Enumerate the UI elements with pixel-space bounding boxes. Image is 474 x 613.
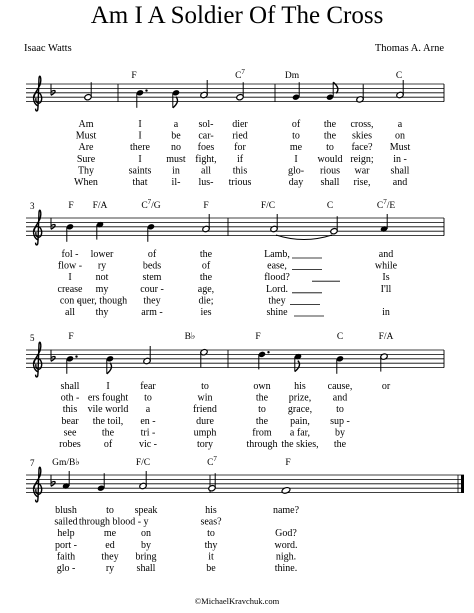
- lyric-syllable: shall: [136, 563, 156, 574]
- note: [396, 80, 404, 99]
- lyric-syllable: the: [323, 119, 337, 130]
- lyric-syllable: of: [291, 119, 301, 130]
- lyric-syllable: ers fought: [87, 392, 129, 404]
- page-title: Am I A Soldier Of The Cross: [90, 2, 384, 29]
- lyric-syllable: I: [138, 130, 142, 142]
- lyric-syllable: oth -: [60, 392, 80, 404]
- chord-symbol: F: [68, 201, 74, 211]
- lyric-syllable: own: [253, 381, 271, 392]
- lyric-syllable: the: [255, 392, 269, 404]
- lyric-syllable: to: [336, 404, 344, 416]
- lyric-syllable: I'll: [380, 283, 392, 295]
- lyric-syllable: fol -: [61, 249, 79, 260]
- chord-symbol: F/C: [135, 458, 151, 468]
- lyric-syllable: the: [199, 272, 213, 284]
- lyric-syllable: his: [294, 381, 306, 392]
- note: [147, 223, 155, 242]
- lyric-syllable: il-: [171, 177, 181, 188]
- lyric-syllable: the skies,: [281, 439, 319, 450]
- lyric-syllable: to: [326, 142, 334, 154]
- lyric-syllable: blush: [55, 505, 77, 516]
- lyric-syllable: there: [130, 142, 150, 154]
- lyric-syllable: cross,: [350, 119, 374, 130]
- lyric-syllable: I: [138, 153, 142, 165]
- lyric-syllable: robes: [59, 439, 81, 450]
- note: [281, 487, 291, 495]
- lyric-syllable: me: [289, 142, 303, 154]
- chord-symbol: F/A: [92, 201, 108, 211]
- lyric-syllable: God?: [275, 528, 297, 540]
- lyric-syllable: Must: [389, 142, 411, 154]
- lyric-syllable: my: [95, 283, 109, 295]
- lyric-syllable: would: [317, 153, 343, 165]
- chord-symbol: $C^7$: [207, 455, 217, 468]
- lyric-syllable: prize,: [288, 392, 312, 404]
- lyric-syllable: the: [101, 427, 115, 439]
- lyric-syllable: trious: [228, 177, 252, 188]
- chord-symbol: $C^7$: [235, 68, 245, 81]
- lyric-syllable: of: [201, 260, 211, 272]
- lyric-syllable: en -: [140, 415, 156, 427]
- note: [380, 214, 388, 233]
- lyric-syllable: they: [101, 551, 119, 563]
- lyric-syllable: by: [141, 539, 151, 551]
- key-signature-flat-icon: [51, 475, 55, 487]
- note: [380, 353, 388, 372]
- note: [326, 82, 338, 101]
- key-signature-flat-icon: [51, 350, 55, 362]
- chord-symbol: F: [131, 71, 137, 81]
- lyric-syllable: through: [246, 439, 278, 450]
- note: [106, 355, 114, 374]
- chord-symbol: F: [285, 458, 291, 468]
- lyric-syllable: lower: [90, 249, 114, 260]
- lyric-syllable: When: [74, 177, 98, 188]
- lyric-syllable: to: [144, 392, 152, 404]
- lyric-syllable: this: [232, 165, 248, 177]
- treble-clef-icon: [34, 342, 42, 377]
- lyric-syllable: seas?: [200, 516, 222, 528]
- lyric-syllable: lus-: [198, 177, 214, 188]
- lyric-syllable: vile world: [87, 404, 129, 416]
- lyric-syllable: saints: [128, 165, 152, 177]
- lyric-syllable: sailed: [54, 516, 78, 528]
- note: [200, 349, 208, 368]
- note-flag: [173, 97, 178, 108]
- note: [143, 346, 151, 365]
- lyric-syllable: and: [378, 249, 394, 260]
- clef-stroke: [34, 76, 42, 111]
- lyric-syllable: the: [255, 415, 269, 427]
- note: [270, 214, 278, 233]
- lyric-syllable: Lord.: [266, 283, 288, 295]
- note: [292, 82, 300, 101]
- lyric-syllable: this: [62, 404, 78, 416]
- lyric-syllable: quer, though: [76, 295, 128, 307]
- lyric-syllable: thy: [95, 307, 109, 318]
- lyric-syllable: die;: [198, 295, 214, 307]
- lyric-syllable: Thy: [77, 165, 95, 177]
- lyric-syllable: I: [294, 153, 298, 165]
- note: [96, 221, 104, 240]
- lyric-syllable: word.: [274, 539, 298, 551]
- lyric-syllable: war: [354, 165, 370, 177]
- lyric-syllable: in -: [393, 153, 407, 165]
- lyric-syllable: bear: [61, 415, 79, 427]
- note-dot: [145, 89, 147, 91]
- lyric-syllable: a: [145, 404, 151, 416]
- chord-symbol: F/A: [378, 332, 394, 342]
- note: [139, 471, 147, 490]
- chord-symbol: C: [336, 332, 344, 342]
- lyric-syllable: while: [374, 260, 398, 272]
- lyric-syllable: dier: [232, 119, 248, 130]
- chord-symbol: F: [203, 201, 209, 211]
- lyric-syllable: sup -: [330, 415, 350, 427]
- lyric-syllable: day: [288, 177, 304, 188]
- lyric-syllable: in: [382, 307, 390, 318]
- lyric-syllable: cour -: [140, 283, 164, 295]
- chord-symbol: C: [326, 201, 334, 211]
- lyric-syllable: the: [323, 130, 337, 142]
- measure-number: 3: [30, 201, 35, 211]
- note: [62, 471, 70, 490]
- key-signature-flat-icon: [51, 84, 55, 96]
- note: [172, 89, 180, 108]
- lyric-syllable: tri -: [140, 427, 156, 439]
- lyric-syllable: shall: [390, 165, 410, 177]
- lyric-syllable: for: [234, 142, 246, 154]
- note: [66, 355, 78, 374]
- lyric-syllable: name?: [272, 505, 300, 516]
- note: [200, 80, 208, 99]
- note: [202, 214, 210, 233]
- note: [66, 223, 74, 242]
- lyric-syllable: umph: [193, 427, 217, 439]
- lyric-syllable: to: [106, 505, 114, 516]
- lyric-syllable: glo -: [56, 563, 76, 574]
- lyric-syllable: thine.: [274, 563, 298, 574]
- copyright-footer: ©MichaelKravchuk.com: [194, 596, 280, 606]
- note-flag: [295, 361, 300, 372]
- lyric-syllable: to: [258, 404, 266, 416]
- lyric-syllable: I: [138, 119, 142, 130]
- lyric-syllable: ed: [105, 539, 115, 551]
- note-dot: [267, 351, 269, 353]
- lyric-syllable: I: [68, 272, 72, 284]
- lyric-syllable: ried: [232, 130, 248, 142]
- lyric-syllable: beds: [142, 260, 162, 272]
- measure-number: 5: [30, 333, 35, 343]
- lyric-syllable: bring: [135, 551, 157, 563]
- lyric-syllable: flood?: [264, 272, 290, 284]
- lyric-syllable: friend: [193, 404, 217, 416]
- lyric-syllable: port -: [55, 539, 77, 551]
- chord-symbol: F: [68, 332, 74, 342]
- lyric-syllable: from: [252, 427, 272, 439]
- lyric-syllable: ease,: [267, 260, 287, 272]
- lyric-syllable: help: [57, 528, 75, 540]
- lyric-syllable: fight,: [195, 153, 217, 165]
- lyric-syllable: the: [333, 439, 347, 450]
- lyric-syllable: Lamb,: [264, 249, 290, 260]
- lyric-syllable: it: [208, 551, 214, 563]
- lyric-syllable: through blood -: [78, 516, 142, 528]
- lyric-syllable: Must: [75, 130, 97, 142]
- treble-clef-icon: [34, 76, 42, 111]
- lyric-syllable: and: [332, 392, 348, 404]
- note-head: [281, 487, 291, 495]
- lyric-syllable: that: [132, 177, 148, 188]
- lyric-syllable: grace,: [287, 404, 313, 416]
- lyric-syllable: con -: [59, 295, 81, 307]
- lyric-syllable: rise,: [353, 177, 371, 188]
- lyric-syllable: must: [166, 153, 186, 165]
- measure-number: 7: [30, 458, 35, 468]
- lyric-syllable: glo-: [287, 165, 305, 177]
- lyric-syllable: nigh.: [275, 551, 297, 563]
- note: [336, 355, 344, 374]
- note: [84, 82, 92, 101]
- note: [294, 353, 302, 372]
- note: [356, 84, 364, 103]
- lyric-syllable: fear: [140, 381, 156, 392]
- lyric-syllable: by: [335, 427, 345, 439]
- note-dot: [75, 355, 77, 357]
- chord-symbol: Dm: [284, 71, 300, 81]
- lyric-syllable: no: [171, 142, 181, 154]
- lyric-syllable: cause,: [327, 381, 353, 392]
- lyric-syllable: a: [173, 119, 179, 130]
- lyric-syllable: vic -: [138, 439, 158, 450]
- treble-clef-icon: [34, 467, 42, 502]
- lyric-syllable: speak: [134, 505, 158, 516]
- lyric-syllable: they: [268, 295, 286, 307]
- lyric-syllable: stem: [142, 272, 162, 284]
- note: [258, 351, 270, 370]
- lyric-syllable: foes: [197, 142, 215, 154]
- lyric-syllable: crease: [57, 283, 83, 295]
- lyric-syllable: be: [171, 130, 181, 142]
- lyric-syllable: tory: [196, 439, 214, 450]
- lyric-syllable: to: [292, 130, 300, 142]
- lyric-syllable: Is: [382, 272, 390, 284]
- lyric-syllable: a: [397, 119, 403, 130]
- lyric-syllable: me: [103, 528, 117, 540]
- lyric-syllable: age,: [197, 283, 215, 295]
- key-signature-flat-icon: [51, 218, 55, 230]
- lyric-syllable: and: [392, 177, 408, 188]
- lyric-syllable: skies: [352, 130, 372, 142]
- chord-symbol: F: [255, 332, 261, 342]
- lyric-syllable: be: [206, 563, 216, 574]
- lyric-syllable: all: [65, 307, 75, 318]
- chord-symbol: Gm/B♭: [52, 458, 80, 468]
- note: [236, 82, 244, 101]
- lyric-syllable: thy: [204, 539, 218, 551]
- lyric-syllable: Sure: [76, 153, 96, 165]
- lyric-syllable: win: [197, 392, 213, 404]
- clef-stroke: [34, 210, 42, 245]
- lyric-syllable: face?: [351, 142, 373, 154]
- lyric-syllable: to: [201, 381, 209, 392]
- lyric-syllable: a far,: [289, 427, 311, 439]
- lyric-syllable: his: [205, 505, 217, 516]
- lyric-syllable: ry: [97, 260, 107, 272]
- lyric-syllable: ry: [105, 563, 115, 574]
- lyric-syllable: flow -: [57, 260, 83, 272]
- lyric-syllable: on: [141, 528, 151, 540]
- lyric-syllable: arm -: [141, 307, 163, 318]
- lyric-syllable: in: [172, 165, 180, 177]
- lyric-syllable: see: [63, 427, 77, 439]
- lyric-syllable: of: [147, 249, 157, 260]
- clef-stroke: [34, 467, 42, 502]
- lyric-syllable: shall: [320, 177, 340, 188]
- note: [330, 216, 338, 235]
- lyric-syllable: dure: [196, 415, 214, 427]
- chord-symbol: F/C: [260, 201, 276, 211]
- note-flag: [107, 363, 112, 374]
- chord-symbol: $C^7/G$: [141, 198, 161, 211]
- lyric-syllable: they: [143, 295, 161, 307]
- lyric-syllable: ies: [200, 307, 212, 318]
- lyric-syllable: on: [395, 130, 405, 142]
- lyric-syllable: of: [103, 439, 113, 450]
- lyric-syllable: not: [95, 272, 109, 284]
- lyric-syllable: the toil,: [92, 415, 124, 427]
- lyricist-credit: Isaac Watts: [24, 43, 72, 54]
- lyric-syllable: Am: [78, 119, 94, 130]
- lyric-syllable: if: [236, 153, 244, 165]
- clef-stroke: [34, 342, 42, 377]
- composer-credit: Thomas A. Arne: [374, 43, 444, 54]
- lyric-syllable: I: [106, 381, 110, 392]
- note: [208, 473, 216, 492]
- chord-symbol: C: [395, 71, 403, 81]
- lyric-syllable: pain,: [290, 415, 310, 427]
- lyric-syllable: to: [207, 528, 215, 540]
- lyric-syllable: sol-: [198, 119, 214, 130]
- lyric-syllable: car-: [198, 130, 214, 142]
- lyric-syllable: rious: [320, 165, 340, 177]
- lyric-syllable: reign;: [350, 153, 374, 165]
- lyric-syllable: y: [143, 516, 149, 528]
- lyric-syllable: faith: [56, 551, 76, 563]
- lyric-syllable: Are: [78, 142, 94, 154]
- treble-clef-icon: [34, 210, 42, 245]
- lyric-syllable: shall: [60, 381, 80, 392]
- note: [97, 473, 105, 492]
- lyric-syllable: all: [201, 165, 211, 177]
- chord-symbol: B♭: [184, 332, 196, 342]
- lyric-syllable: the: [199, 249, 213, 260]
- lyric-syllable: or: [381, 381, 391, 392]
- chord-symbol: $C^7/E$: [376, 198, 396, 211]
- lyric-syllable: shine: [266, 307, 288, 318]
- note: [136, 89, 148, 108]
